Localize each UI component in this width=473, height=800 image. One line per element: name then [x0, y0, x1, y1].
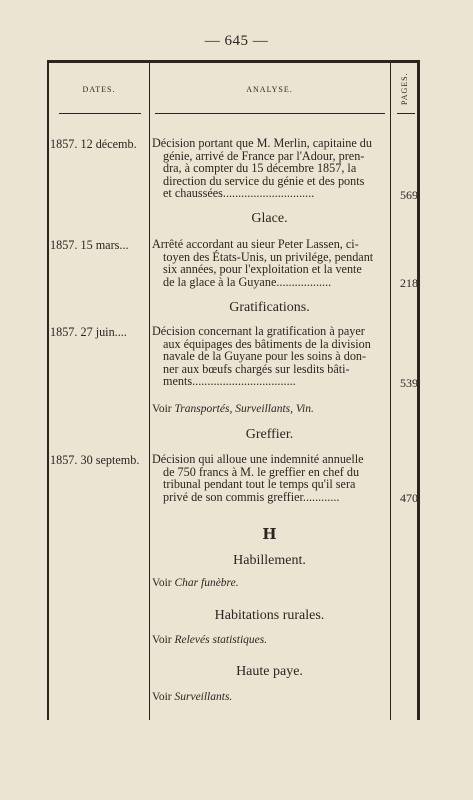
section-heading: Habillement.	[233, 553, 306, 568]
entry-line: dra, à compter du 15 décembre 1857, la	[163, 161, 357, 176]
entry-line: tribunal pendant tout le temps qu'il sera	[163, 477, 356, 492]
page-reference: 569	[400, 188, 418, 202]
entry-line: génie, arrivé de France par l'Adour, pren-	[163, 148, 365, 163]
header-rule-pages	[397, 113, 415, 114]
section-heading: Habitations rurales.	[214, 608, 325, 623]
entry-line: ments..................................	[163, 374, 296, 389]
see-also	[152, 403, 389, 415]
header-pages-label: PAGES.	[400, 72, 409, 106]
entry-date: 1857. 12 décemb.	[50, 137, 137, 151]
entry-line: aux équipages des bâtiments de la division	[163, 336, 371, 351]
section-heading: Greffier.	[245, 427, 294, 442]
entry-date: 1857. 15 mars...	[50, 238, 129, 252]
see-voir: Voir	[152, 691, 175, 703]
entry-text	[152, 137, 389, 200]
see-also	[152, 634, 389, 646]
see-voir: Voir	[152, 577, 175, 589]
entry-text	[152, 453, 389, 503]
see-voir: Voir	[152, 403, 175, 415]
header-analyse: ANALYSE.	[246, 85, 293, 94]
page-reference: 218	[400, 276, 418, 290]
section-heading: Gratifications.	[229, 300, 310, 315]
header-rule-dates	[59, 113, 141, 114]
section-letter: H	[262, 525, 277, 543]
section-heading: Glace.	[251, 211, 288, 226]
see-refs: Surveillants.	[174, 691, 233, 703]
header-pages	[391, 67, 418, 111]
entry-text	[152, 325, 389, 388]
entry-line: de la glace à la Guyane..................	[163, 274, 332, 289]
see-refs: Char funèbre.	[174, 577, 239, 589]
entry-line: de 750 francs à M. le greffier en chef du	[163, 464, 360, 479]
entry-date: 1857. 30 septemb.	[50, 453, 140, 467]
entry-line: privé de son commis greffier............	[163, 489, 340, 504]
page-reference: 470	[400, 491, 418, 505]
see-also	[152, 577, 389, 589]
see-refs: Relevés statistiques.	[174, 634, 268, 646]
entry-line: direction du service du génie et des ponts	[163, 173, 365, 188]
entry-line: et chaussées..............................	[163, 186, 315, 201]
entry-line: navale de la Guyane pour les soins à don-	[163, 349, 367, 364]
entry-line: six années, pour l'exploitation et la vente	[163, 262, 362, 277]
column-divider-pages	[390, 63, 391, 720]
see-refs: Transportés, Surveillants, Vin.	[174, 403, 314, 415]
entry-text	[152, 238, 389, 288]
entry-line: Décision concernant la gratification à payer	[152, 324, 365, 338]
entry-date: 1857. 27 juin....	[50, 325, 127, 339]
page-number: — 645 —	[204, 33, 269, 49]
section-heading: Haute paye.	[236, 664, 303, 679]
entry-line: Décision portant que M. Merlin, capitaine du	[152, 136, 372, 150]
see-also	[152, 691, 389, 703]
entry-line: toyen des États-Unis, un privilége, pendant	[163, 249, 374, 264]
entry-line: Arrêté accordant au sieur Peter Lassen, ci-	[152, 237, 359, 251]
header-dates: DATES.	[82, 85, 116, 94]
header-rule-analyse	[155, 113, 385, 114]
index-table	[47, 60, 420, 720]
entry-line: Décision qui alloue une indemnité annuelle	[152, 452, 364, 466]
see-voir: Voir	[152, 634, 175, 646]
entry-line: ner aux bœufs chargés sur lesdits bâti-	[163, 361, 350, 376]
page-reference: 539	[400, 376, 418, 390]
